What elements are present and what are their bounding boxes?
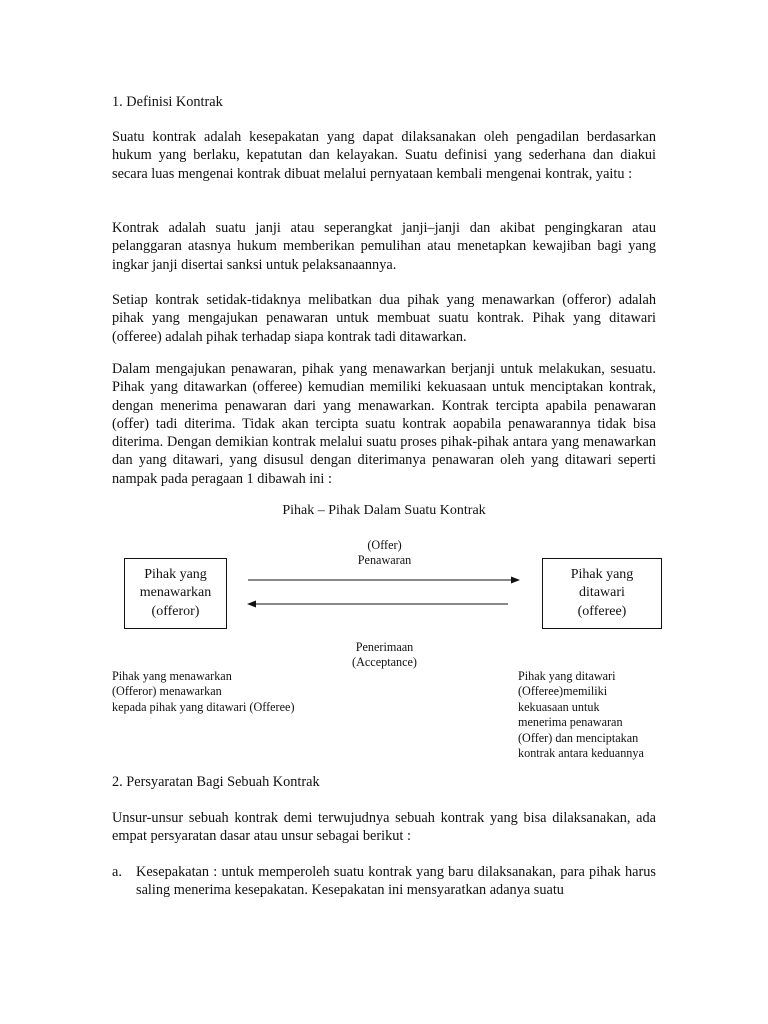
offer-arrowhead-icon [511, 577, 520, 584]
offer-label-line: (Offer) [367, 538, 402, 552]
offeree-note-line: (Offeree)memiliki [518, 684, 608, 699]
list-marker: a. [112, 864, 122, 880]
offeror-note-line: kepada pihak yang ditawari (Offeree) [112, 699, 295, 714]
list-item-text: Kesepakatan : untuk memperoleh suatu kontrak yang baru dilaksanakan, para pihak harus saling menerima kesepakatan. Kesepakatan ini mensyaratkan adanya suatu [136, 864, 656, 899]
section-1-heading: 1. Definisi Kontrak [112, 94, 223, 110]
offeror-note-line: (Offeror) menawarkan [112, 684, 222, 699]
offeror-note-line: Pihak yang menawarkan [112, 669, 232, 683]
paragraph-2: Kontrak adalah suatu janji atau seperangkat janji–janji dan akibat pengingkaran atau pelanggaran atasnya hukum memberikan pemulihan atau menetapkan kewajiban bagi yang ingkar janji disertai sanksi untuk pelaksanaannya. [112, 220, 656, 273]
diagram-title: Pihak – Pihak Dalam Suatu Kontrak [282, 503, 486, 518]
offeror-box [124, 558, 227, 629]
paragraph-3: Setiap kontrak setidak-tidaknya melibatkan dua pihak yang menawarkan (offeror) adalah pihak yang mengajukan penawaran untuk membuat suatu kontrak. Pihak yang ditawari (offeree) adalah pihak terhadap siapa kontrak tadi ditawarkan. [112, 292, 656, 345]
offeror-box-line: Pihak yang [144, 566, 207, 582]
acceptance-arrowhead-icon [247, 601, 256, 608]
offeror-note [112, 669, 372, 715]
acceptance-label-line: Penerimaan [355, 640, 414, 654]
offeree-box-line: ditawari [579, 585, 625, 601]
paragraph-4: Dalam mengajukan penawaran, pihak yang menawarkan berjanji untuk melakukan, sesuatu. Pihak yang ditawarkan (offeree) kemudian memiliki kekuasaan untuk menciptakan kontrak, dengan menerima penawaran dari yang menawarkan. Kontrak tercipta apabila penawaran (offer) tadi diterima. Tidak akan tercipta suatu kontrak aopabila penawarannya tidak bisa diterima. Dengan demikian kontrak melalui suatu proses pihak-pihak antara yang menawarkan dan yang ditawari, yang disusul dengan diterimanya penawaran oleh yang ditawari seperti nampak pada peragaan 1 dibawah ini : [112, 361, 656, 487]
offeree-note-line: menerima penawaran [518, 715, 623, 730]
offeree-note-line: kontrak antara keduannya [518, 746, 644, 761]
acceptance-label [327, 640, 442, 670]
offeree-box [542, 558, 662, 629]
offer-label-line: Penawaran [357, 553, 412, 567]
offeree-note-line: kekuasaan untuk [518, 699, 600, 714]
offeree-box-line: Pihak yang [570, 566, 634, 582]
offeror-box-line: (offeror) [151, 603, 200, 619]
offeree-note [518, 669, 656, 761]
paragraph-1: Suatu kontrak adalah kesepakatan yang dapat dilaksanakan oleh pengadilan berdasarkan hukum yang berlaku, kepatutan dan kelayakan. Suatu definisi yang sederhana dan diakui secara luas mengenai kontrak dibuat melalui pernyataan kembali mengenai kontrak, yaitu : [112, 129, 656, 182]
paragraph-5: Unsur-unsur sebuah kontrak demi terwujudnya sebuah kontrak yang bisa dilaksanakan, ada empat persyaratan dasar atau unsur sebagai berikut : [112, 810, 656, 845]
offeror-box-line: menawarkan [139, 585, 212, 601]
offeree-box-line: (offeree) [577, 603, 627, 619]
acceptance-label-line: (Acceptance) [352, 655, 417, 669]
offeree-note-line: (Offer) dan menciptakan [518, 730, 639, 745]
offeree-note-line: Pihak yang ditawari [518, 669, 616, 683]
list-item [112, 863, 656, 900]
section-2-heading: 2. Persyaratan Bagi Sebuah Kontrak [112, 774, 320, 790]
offer-label [332, 538, 437, 568]
